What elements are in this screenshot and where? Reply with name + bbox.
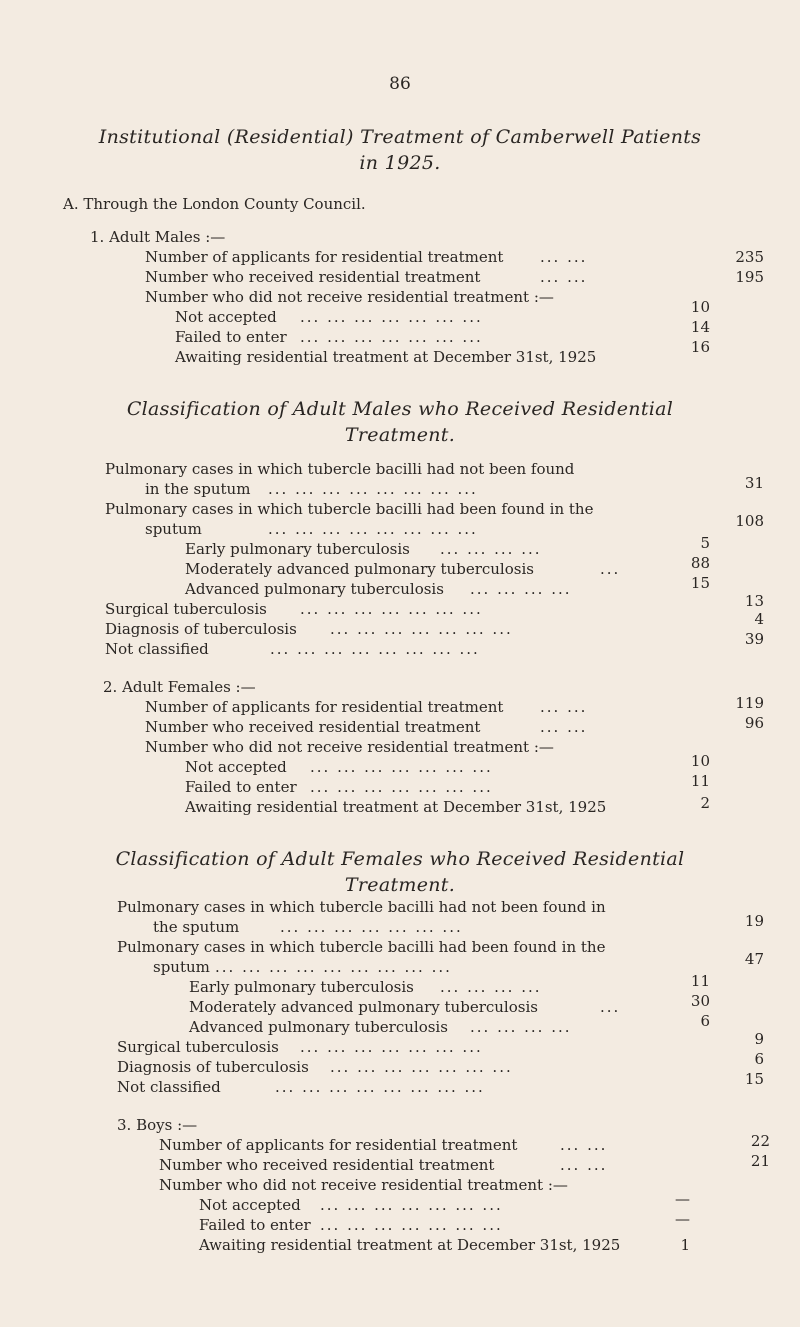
leader-dots: ... ... ... ... ... ... ... ... ... bbox=[215, 958, 452, 976]
males-classification-title-line-2: Treatment. bbox=[344, 424, 456, 446]
page-title-line-2: in 1925. bbox=[359, 152, 441, 174]
females-pulm-not-found-value: 19 bbox=[744, 912, 764, 930]
leader-dots: ... ... ... ... ... ... ... bbox=[310, 778, 493, 796]
leader-dots: ... ... ... ... ... ... ... bbox=[280, 918, 463, 936]
females-received-label: Number who received residential treatment bbox=[145, 718, 481, 736]
leader-dots: ... ... ... ... ... ... ... bbox=[300, 1038, 483, 1056]
leader-dots: ... ... bbox=[540, 268, 588, 286]
males-advanced-label: Advanced pulmonary tuberculosis bbox=[185, 580, 444, 598]
females-awaiting-value: 2 bbox=[700, 794, 710, 812]
males-early-value: 5 bbox=[700, 534, 710, 552]
females-diagnosis-value: 6 bbox=[754, 1050, 764, 1068]
males-pulm-not-found-value: 31 bbox=[744, 474, 764, 492]
males-diagnosis-label: Diagnosis of tuberculosis bbox=[105, 620, 297, 638]
leader-dots: ... ... ... ... bbox=[470, 1018, 572, 1036]
females-moderate-value: 30 bbox=[690, 992, 710, 1010]
females-not-classified-value: 15 bbox=[744, 1070, 764, 1088]
page-title-line-1: Institutional (Residential) Treatment of Camberwell Patients bbox=[98, 126, 702, 148]
females-applicants-label: Number of applicants for residential treatment bbox=[145, 698, 504, 716]
females-surgical-label: Surgical tuberculosis bbox=[117, 1038, 279, 1056]
females-pulm-found-line-1: Pulmonary cases in which tubercle bacilli had been found in the bbox=[117, 938, 606, 956]
males-failed-label: Failed to enter bbox=[175, 328, 287, 346]
leader-dots: ... ... ... ... ... ... ... bbox=[330, 620, 513, 638]
females-not-accepted-value: 10 bbox=[690, 752, 710, 770]
leader-dots: ... ... ... ... bbox=[440, 978, 542, 996]
leader-dots: ... bbox=[600, 560, 621, 578]
boys-failed-value: — bbox=[675, 1210, 690, 1228]
females-advanced-value: 6 bbox=[700, 1012, 710, 1030]
leader-dots: ... ... bbox=[540, 698, 588, 716]
males-moderate-label: Moderately advanced pulmonary tuberculosis bbox=[185, 560, 534, 578]
boys-heading: 3. Boys :— bbox=[117, 1116, 198, 1134]
leader-dots: ... ... ... ... ... ... ... ... bbox=[275, 1078, 485, 1096]
males-received-label: Number who received residential treatment bbox=[145, 268, 481, 286]
boys-received-value: 21 bbox=[750, 1152, 770, 1170]
boys-not-received-label: Number who did not receive residential treatment :— bbox=[159, 1176, 568, 1194]
females-surgical-value: 9 bbox=[754, 1030, 764, 1048]
males-moderate-value: 88 bbox=[690, 554, 710, 572]
females-received-value: 96 bbox=[744, 714, 764, 732]
leader-dots: ... ... ... ... ... ... ... bbox=[320, 1196, 503, 1214]
females-failed-value: 11 bbox=[690, 772, 710, 790]
boys-not-accepted-value: — bbox=[675, 1190, 690, 1208]
males-received-value: 195 bbox=[735, 268, 764, 286]
females-applicants-value: 119 bbox=[735, 694, 764, 712]
females-classification-title-line-1: Classification of Adult Females who Received Residential bbox=[115, 848, 685, 870]
males-pulm-found-line-1: Pulmonary cases in which tubercle bacilli had been found in the bbox=[105, 500, 594, 518]
females-not-accepted-label: Not accepted bbox=[185, 758, 287, 776]
females-pulm-not-found-line-1: Pulmonary cases in which tubercle bacilli had not been found in bbox=[117, 898, 606, 916]
leader-dots: ... ... bbox=[540, 718, 588, 736]
leader-dots: ... ... ... ... ... ... ... ... bbox=[268, 520, 478, 538]
males-surgical-value: 13 bbox=[744, 592, 764, 610]
males-pulm-not-found-line-2: in the sputum bbox=[145, 480, 251, 498]
males-applicants-value: 235 bbox=[735, 248, 764, 266]
females-early-value: 11 bbox=[690, 972, 710, 990]
leader-dots: ... ... ... ... ... ... ... ... bbox=[268, 480, 478, 498]
boys-failed-label: Failed to enter bbox=[199, 1216, 311, 1234]
males-awaiting-value: 16 bbox=[690, 338, 710, 356]
males-not-accepted-value: 10 bbox=[690, 298, 710, 316]
boys-awaiting-value: 1 bbox=[680, 1236, 690, 1254]
boys-received-label: Number who received residential treatment bbox=[159, 1156, 495, 1174]
boys-applicants-label: Number of applicants for residential treatment bbox=[159, 1136, 518, 1154]
boys-awaiting-label: Awaiting residential treatment at December 31st, 1925 bbox=[199, 1236, 621, 1254]
leader-dots: ... bbox=[600, 998, 621, 1016]
leader-dots: ... ... ... ... ... ... ... bbox=[300, 328, 483, 346]
leader-dots: ... ... ... ... bbox=[470, 580, 572, 598]
females-failed-label: Failed to enter bbox=[185, 778, 297, 796]
boys-applicants-value: 22 bbox=[750, 1132, 770, 1150]
males-not-classified-value: 39 bbox=[744, 630, 764, 648]
adult-females-heading: 2. Adult Females :— bbox=[103, 678, 256, 696]
females-pulm-not-found-line-2: the sputum bbox=[153, 918, 240, 936]
leader-dots: ... ... ... ... bbox=[440, 540, 542, 558]
females-pulm-found-value: 47 bbox=[744, 950, 764, 968]
leader-dots: ... ... ... ... ... ... ... bbox=[320, 1216, 503, 1234]
males-not-accepted-label: Not accepted bbox=[175, 308, 277, 326]
page-number: 86 bbox=[389, 74, 411, 94]
leader-dots: ... ... ... ... ... ... ... bbox=[330, 1058, 513, 1076]
males-pulm-not-found-line-1: Pulmonary cases in which tubercle bacilli had not been found bbox=[105, 460, 575, 478]
males-advanced-value: 15 bbox=[690, 574, 710, 592]
females-not-received-label: Number who did not receive residential treatment :— bbox=[145, 738, 554, 756]
leader-dots: ... ... ... ... ... ... ... ... bbox=[270, 640, 480, 658]
leader-dots: ... ... bbox=[560, 1136, 608, 1154]
females-classification-title bbox=[80, 846, 720, 898]
females-classification-title-line-2: Treatment. bbox=[344, 874, 456, 896]
leader-dots: ... ... ... ... ... ... ... bbox=[300, 308, 483, 326]
males-early-label: Early pulmonary tuberculosis bbox=[185, 540, 410, 558]
leader-dots: ... ... ... ... ... ... ... bbox=[310, 758, 493, 776]
females-early-label: Early pulmonary tuberculosis bbox=[189, 978, 414, 996]
males-not-classified-label: Not classified bbox=[105, 640, 209, 658]
adult-males-heading: 1. Adult Males :— bbox=[90, 228, 226, 246]
males-diagnosis-value: 4 bbox=[754, 610, 764, 628]
leader-dots: ... ... bbox=[540, 248, 588, 266]
females-moderate-label: Moderately advanced pulmonary tuberculosis bbox=[189, 998, 538, 1016]
leader-dots: ... ... ... ... ... ... ... bbox=[300, 600, 483, 618]
males-failed-value: 14 bbox=[690, 318, 710, 336]
males-pulm-found-line-2: sputum bbox=[145, 520, 202, 538]
females-awaiting-label: Awaiting residential treatment at December 31st, 1925 bbox=[185, 798, 607, 816]
males-applicants-label: Number of applicants for residential treatment bbox=[145, 248, 504, 266]
leader-dots: ... ... bbox=[560, 1156, 608, 1174]
males-not-received-label: Number who did not receive residential treatment :— bbox=[145, 288, 554, 306]
females-advanced-label: Advanced pulmonary tuberculosis bbox=[189, 1018, 448, 1036]
males-classification-title-line-1: Classification of Adult Males who Received Residential bbox=[126, 398, 674, 420]
boys-not-accepted-label: Not accepted bbox=[199, 1196, 301, 1214]
page-title bbox=[80, 124, 720, 176]
males-surgical-label: Surgical tuberculosis bbox=[105, 600, 267, 618]
males-classification-title bbox=[80, 396, 720, 448]
females-pulm-found-line-2: sputum bbox=[153, 958, 210, 976]
males-pulm-found-value: 108 bbox=[735, 512, 764, 530]
males-awaiting-label: Awaiting residential treatment at December 31st, 1925 bbox=[175, 348, 597, 366]
section-a-heading: A. Through the London County Council. bbox=[63, 195, 366, 213]
females-diagnosis-label: Diagnosis of tuberculosis bbox=[117, 1058, 309, 1076]
females-not-classified-label: Not classified bbox=[117, 1078, 221, 1096]
